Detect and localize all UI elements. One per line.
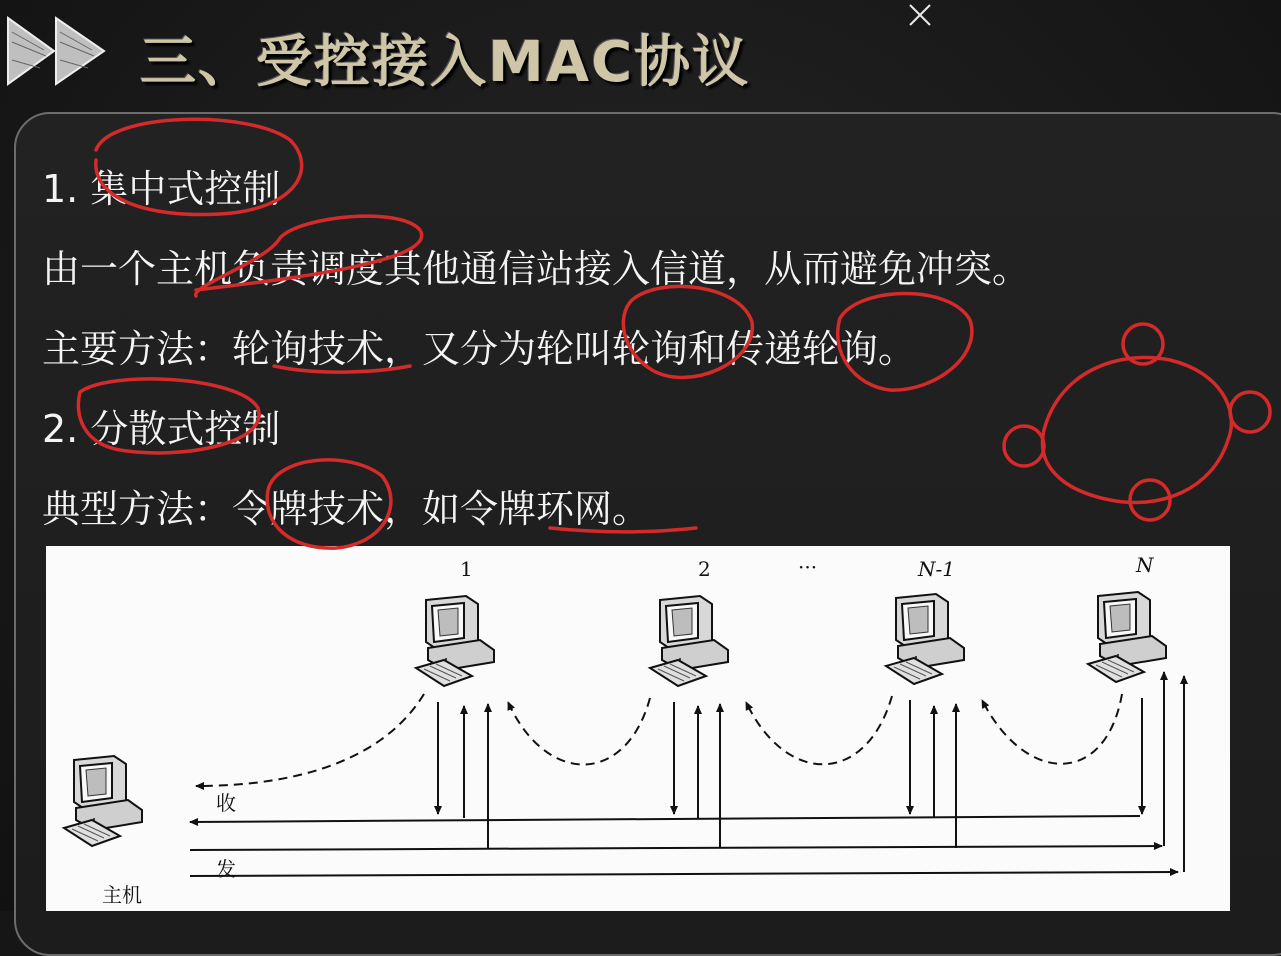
logo-icon xyxy=(4,12,108,88)
station-label-n-1: N-1 xyxy=(918,557,955,581)
station-ellipsis: ··· xyxy=(798,555,818,579)
close-icon[interactable] xyxy=(904,0,934,30)
heading-centralized-control: 1. 集中式控制 xyxy=(42,167,281,211)
heading-distributed-control: 2. 分散式控制 xyxy=(42,407,281,451)
computer-icon xyxy=(886,594,964,684)
computer-icon xyxy=(64,756,142,846)
station-label-n: N xyxy=(1136,553,1154,577)
send-label: 发 xyxy=(216,857,236,881)
distributed-methods: 典型方法：令牌技术，如令牌环网。 xyxy=(42,487,651,531)
centralized-description: 由一个主机负责调度其他通信站接入信道，从而避免冲突。 xyxy=(42,247,1031,291)
host-label: 主机 xyxy=(102,883,142,907)
computer-icon xyxy=(650,596,728,686)
polling-diagram xyxy=(46,546,1230,911)
centralized-methods: 主要方法：轮询技术，又分为轮叫轮询和传递轮询。 xyxy=(42,327,917,371)
station-label-1: 1 xyxy=(460,557,473,581)
slide-title: 三、受控接入MAC协议 xyxy=(140,30,751,95)
receive-label: 收 xyxy=(216,791,236,815)
station-label-2: 2 xyxy=(698,557,711,581)
computer-icon xyxy=(1088,592,1166,682)
computer-icon xyxy=(416,596,494,686)
